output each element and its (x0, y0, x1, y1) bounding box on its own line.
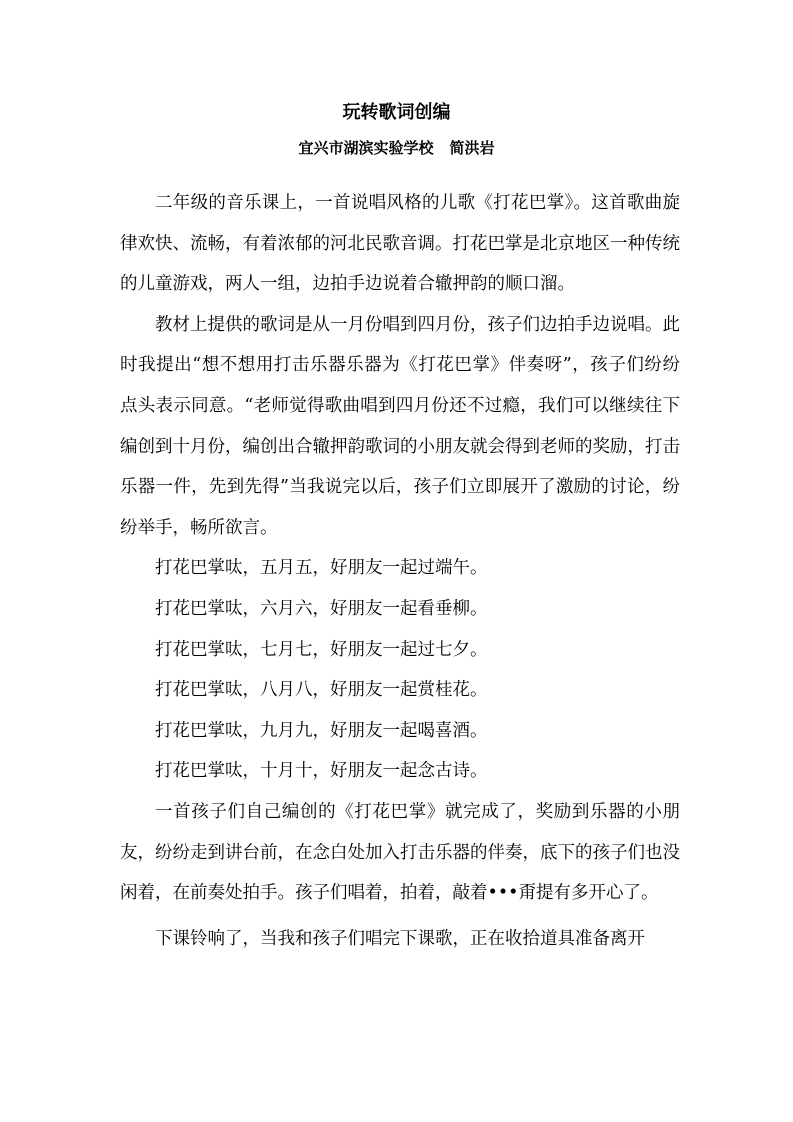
lyric-line-august: 打花巴掌呔，八月八，好朋友一起赏桂花。 (155, 680, 488, 701)
paragraph-performance: 一首孩子们自己编创的《打花巴掌》就完成了，奖励到乐器的小朋友，纷纷走到讲台前，在念白处加入打击乐器的伴奏，底下的孩子们也没闲着，在前奏处拍手。孩子们唱着，拍着，敲着•••甭提有多开心了。 (120, 801, 680, 904)
document-body (120, 183, 680, 959)
paragraph-ending: 下课铃响了，当我和孩子们唱完下课歌，正在收拾道具准备离开 (155, 928, 645, 949)
paragraph-intro: 二年级的音乐课上，一首说唱风格的儿歌《打花巴掌》。这首歌曲旋律欢快、流畅，有着浓郁的河北民歌音调。打花巴掌是北京地区一种传统的儿童游戏，两人一组，边拍手边说着合辙押韵的顺口溜。 (120, 193, 680, 295)
lyric-line-june: 打花巴掌呔，六月六，好朋友一起看垂柳。 (155, 598, 488, 619)
author-line (0, 138, 793, 158)
lyric-line-july: 打花巴掌呔，七月七，好朋友一起过七夕。 (155, 639, 488, 660)
lyric-line-may: 打花巴掌呔，五月五，好朋友一起过端午。 (155, 558, 488, 579)
author-school: 宜兴市湖滨实验学校 (298, 139, 434, 157)
lyric-line-october: 打花巴掌呔，十月十，好朋友一起念古诗。 (155, 761, 488, 782)
paragraph-teaching: 教材上提供的歌词是从一月份唱到四月份，孩子们边拍手边说唱。此时我提出“想不想用打击乐器乐器为《打花巴掌》伴奏呀”，孩子们纷纷点头表示同意。“老师觉得歌曲唱到四月份还不过瘾，我们可以继续往下编创到十月份，编创出合辙押韵歌词的小朋友就会得到老师的奖励，打击乐器一件，先到先得”当我说完以后，孩子们立即展开了激励的讨论，纷纷举手，畅所欲言。 (120, 314, 680, 538)
lyric-line-september: 打花巴掌呔，九月九，好朋友一起喝喜酒。 (155, 720, 488, 741)
author-name: 简洪岩 (449, 139, 495, 157)
page-title: 玩转歌词创编 (342, 102, 451, 123)
